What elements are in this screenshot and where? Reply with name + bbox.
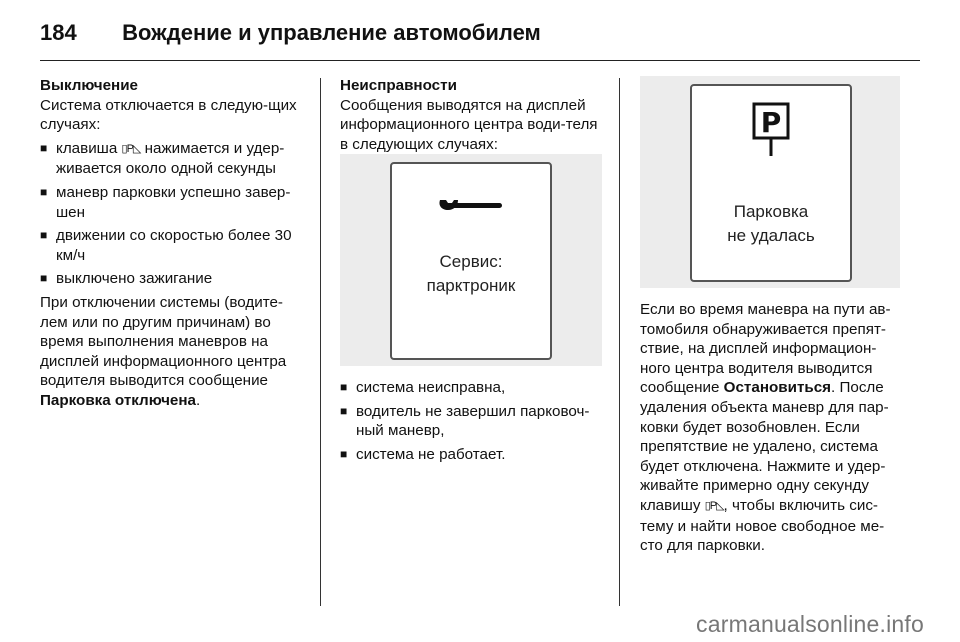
page-number: 184 [40, 20, 77, 45]
parking-assist-button-icon: ▯P◺ [121, 142, 141, 155]
info-display [390, 162, 552, 360]
list-item: ■ система не работает. [340, 445, 604, 465]
display-line: не удалась [727, 226, 815, 245]
list-item: ■ маневр парковки успешно завер-шен [40, 183, 302, 222]
section-heading: Выключение [40, 77, 138, 94]
wrench-icon [436, 194, 506, 220]
column-shutdown [40, 76, 302, 411]
paragraph [40, 293, 302, 411]
section-intro: Сообщения выводятся на дисплей информационного центра води-теля в следующих случаях: [340, 96, 598, 153]
watermark: carmanualsonline.info [696, 611, 924, 637]
parking-sign-icon [751, 102, 791, 158]
paragraph-text: . После удаления объекта маневр для пар-ковки будет возобновлен. Если препятствие не удалено, система будет отключена. Нажмите и удер-живайте примерно одну секунду клавишу [640, 379, 889, 514]
list-item-text: нажимается и удер-живается около одной секунды [56, 139, 285, 178]
column-obstacle [640, 300, 904, 556]
display-illustration [340, 154, 602, 366]
list-item: ■ выключено зажигание [40, 269, 302, 289]
section-heading: Неисправности [340, 77, 457, 94]
paragraph-text: При отключении системы (водите-лем или по другим причинам) во время выполнения маневров на дисплей информационного центра водителя выводится сообщение [40, 293, 287, 390]
list-item: ■ движении со скоростью более 30 км/ч [40, 226, 302, 265]
page-header [40, 20, 541, 46]
list-item: ■ система неисправна, [340, 378, 604, 398]
sign-letter: P [760, 106, 782, 139]
message-name: Остановиться [723, 379, 832, 397]
paragraph [640, 300, 904, 556]
list-item [40, 139, 302, 179]
paragraph-text: Если во время маневра на пути ав-томобиля обнаруживается препят-ствие, на дисплей информацион-ного центра водителя выводится сообщение [640, 301, 891, 397]
column-divider [619, 78, 620, 606]
list-item-text: клавиша [56, 139, 122, 157]
column-divider [320, 78, 321, 606]
display-line: Парковка [733, 202, 809, 221]
display-line: парктроник [426, 276, 516, 295]
display-line: Сервис: [439, 252, 503, 271]
message-name: Парковка отключена [40, 391, 196, 409]
display-illustration [640, 76, 900, 288]
column-faults [340, 76, 604, 154]
paragraph-text: . [195, 391, 201, 409]
list-item: ■ водитель не завершил парковоч-ный маневр, [340, 402, 604, 441]
parking-assist-button-icon: ▯P◺ [704, 499, 724, 512]
info-display [690, 84, 852, 282]
bullet-list [40, 139, 302, 289]
column-faults-list [340, 374, 604, 468]
page-title: Вождение и управление автомобилем [122, 20, 541, 45]
header-rule [40, 60, 920, 61]
paragraph-text: , чтобы включить сис-тему и найти новое свободное ме-сто для парковки. [640, 496, 885, 555]
bullet-list [340, 378, 604, 464]
section-intro: Система отключается в следую-щих случаях: [40, 96, 297, 134]
